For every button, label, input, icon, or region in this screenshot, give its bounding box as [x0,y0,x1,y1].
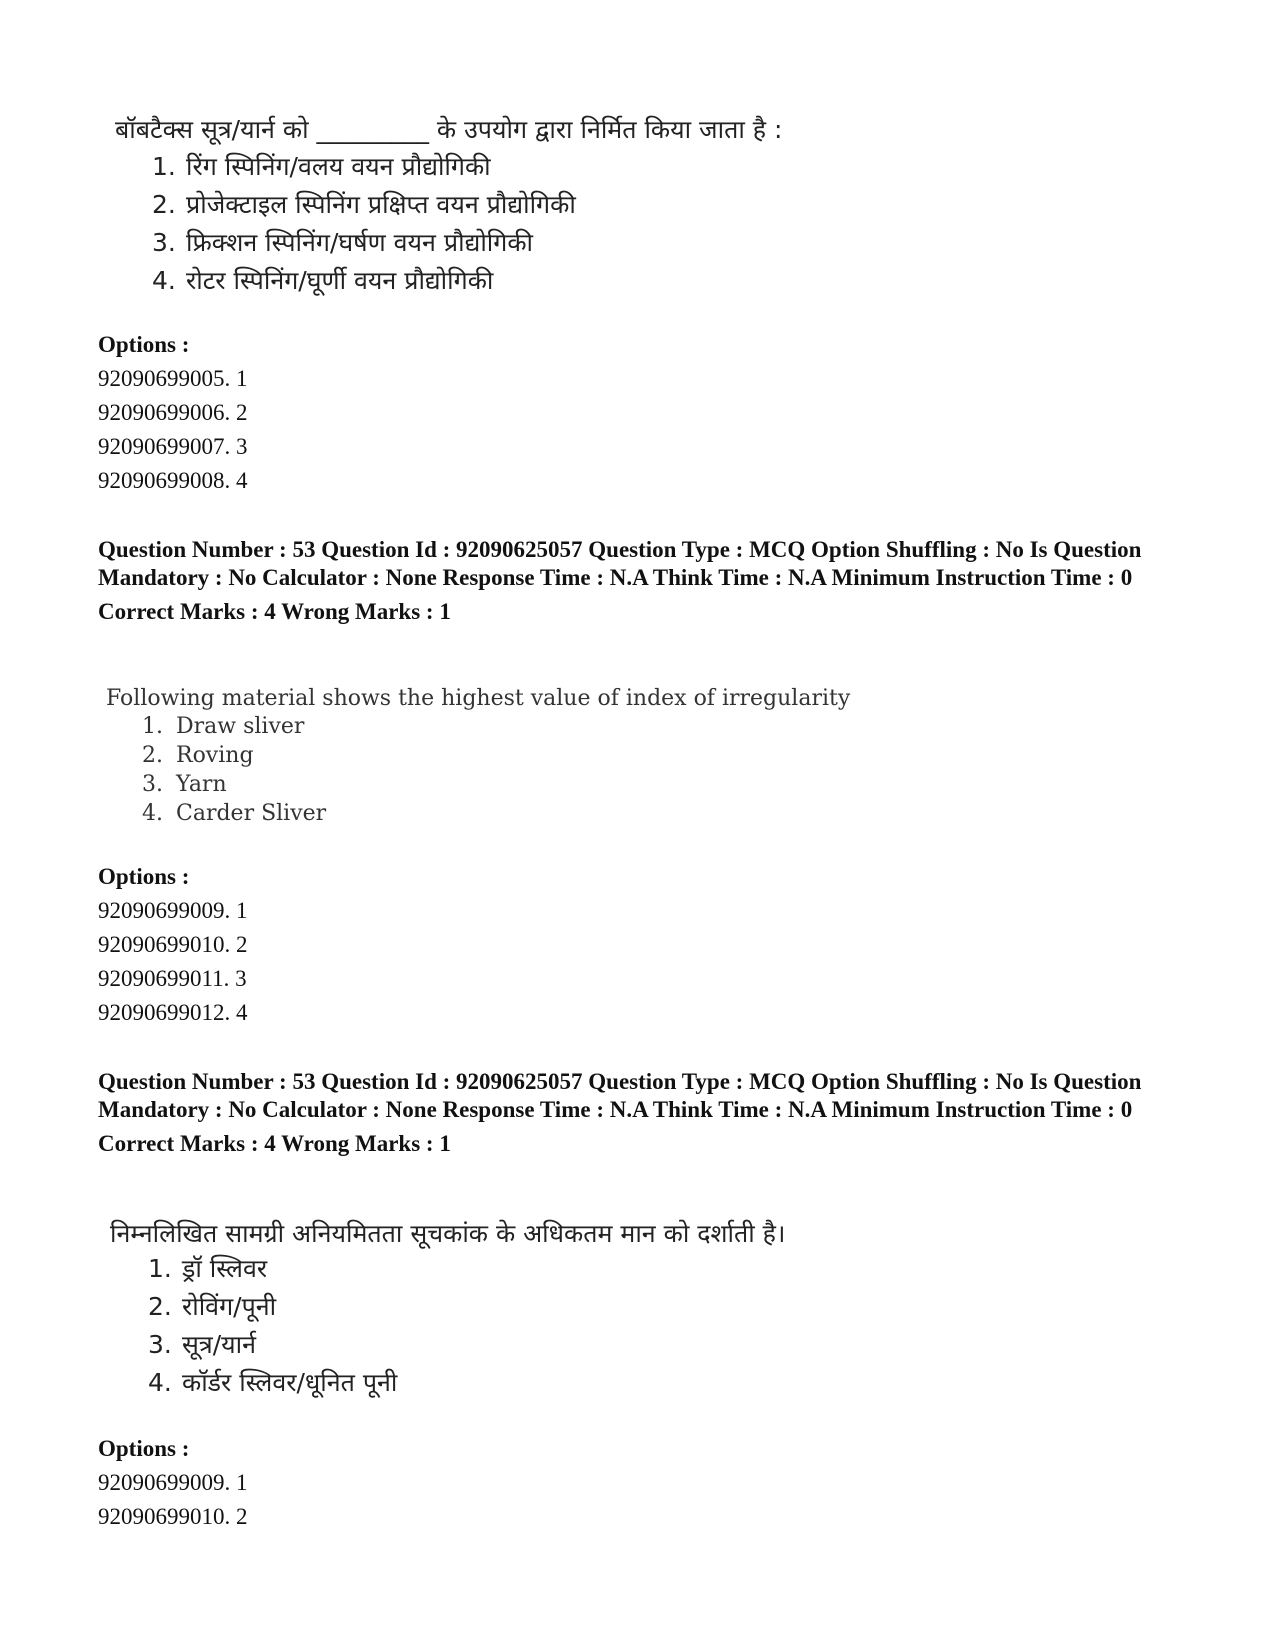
option-row: 92090699009. 1 [98,1470,248,1495]
question-stem: बॉबटैक्स सूत्र/यार्न को _________ के उपयोग द्वारा निर्मित किया जाता है : [115,115,783,144]
option-row: 92090699009. 1 [98,898,248,923]
option-row: 92090699010. 2 [98,1504,248,1529]
choice-list [148,1250,397,1402]
options-label: Options : [98,332,190,357]
option-row: 92090699011. 3 [98,966,247,991]
options-label: Options : [98,1436,190,1461]
choice-item: 3. फ्रिक्शन स्पिनिंग/घर्षण वयन प्रौद्योगिकी [152,228,534,257]
choice-item: 4. Carder Sliver [142,801,327,826]
option-row: 92090699012. 4 [98,1000,248,1025]
choice-item: 2. प्रोजेक्टाइल स्पिनिंग प्रक्षिप्त वयन प्रौद्योगिकी [152,190,576,219]
option-row: 92090699005. 1 [98,366,248,391]
option-row: 92090699010. 2 [98,932,248,957]
question-stem: निम्नलिखित सामग्री अनियमितता सूचकांक के अधिकतम मान को दर्शाती है। [110,1219,786,1248]
question-meta [98,536,1188,626]
options-section [98,1432,248,1534]
option-row: 92090699007. 3 [98,434,248,459]
options-section [98,860,248,1030]
options-label: Options : [98,864,190,889]
question-meta-text: Question Number : 53 Question Id : 92090625057 Question Type : MCQ Option Shuffling : No Is Question Mandatory : No Calculator : None Response Time : N.A Think Time : N.A Minimum Instruction Time : 0 [98,1069,1142,1122]
choice-item: 4. कॉर्डर स्लिवर/धूनित पूनी [148,1368,398,1397]
choice-item: 3. सूत्र/यार्न [148,1330,256,1359]
choice-list [142,712,326,828]
choice-item: 1. Draw sliver [142,714,305,739]
options-section [98,328,248,498]
option-row: 92090699006. 2 [98,400,248,425]
question-meta-text: Question Number : 53 Question Id : 92090625057 Question Type : MCQ Option Shuffling : No Is Question Mandatory : No Calculator : None Response Time : N.A Think Time : N.A Minimum Instruction Time : 0 [98,537,1142,590]
choice-item: 1. रिंग स्पिनिंग/वलय वयन प्रौद्योगिकी [152,152,491,181]
choice-item: 2. रोविंग/पूनी [148,1292,277,1321]
question-meta [98,1068,1188,1158]
option-row: 92090699008. 4 [98,468,248,493]
choice-item: 1. ड्रॉ स्लिवर [148,1254,268,1283]
question-marks: Correct Marks : 4 Wrong Marks : 1 [98,599,451,624]
choice-item: 2. Roving [142,743,254,768]
choice-list [152,148,576,300]
question-marks: Correct Marks : 4 Wrong Marks : 1 [98,1131,451,1156]
question-stem: Following material shows the highest value of index of irregularity [106,686,851,711]
choice-item: 3. Yarn [142,772,227,797]
choice-item: 4. रोटर स्पिनिंग/घूर्णी वयन प्रौद्योगिकी [152,266,494,295]
